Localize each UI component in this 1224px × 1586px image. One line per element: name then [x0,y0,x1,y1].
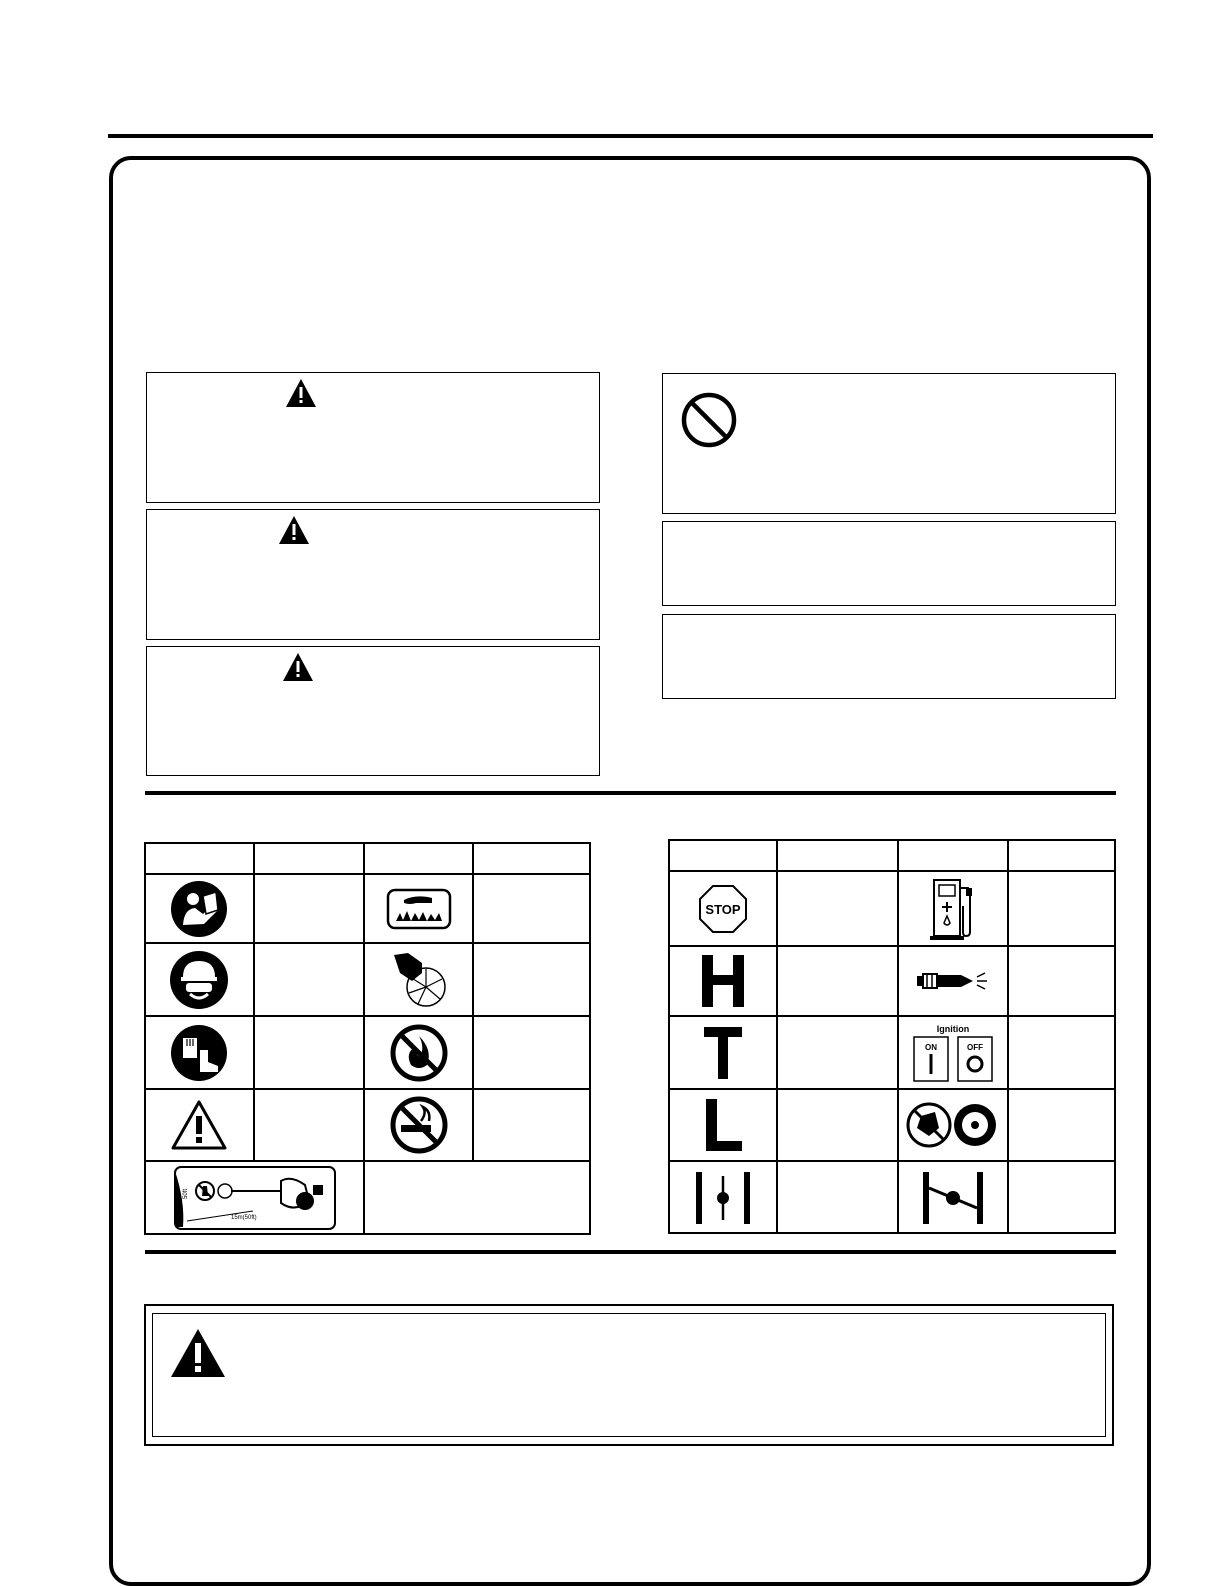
ignition-on-label: ON [924,1042,937,1052]
note-box-1 [662,521,1116,606]
prohibition-box [662,373,1116,514]
table-row [669,1016,1115,1089]
table-row [669,946,1115,1016]
choke-open-icon [688,1168,758,1226]
table-row [145,943,590,1016]
fuel-pump-icon [928,876,978,942]
choke-closed-icon [915,1168,991,1226]
table-row [669,1089,1115,1161]
table-row [145,1016,590,1089]
bottom-warning-box [144,1304,1114,1446]
ignition-label: Ignition [936,1023,970,1034]
table-row [145,1089,590,1161]
section-rule-2 [145,1250,1116,1254]
no-open-flame-icon [389,1023,449,1083]
blade-warning-icon [905,1100,1001,1150]
distance-label: 15m(50ft) [230,1214,257,1221]
symbol-table-left [144,842,591,1235]
stop-sign-icon [698,884,748,934]
symbol-table-right [668,839,1116,1234]
table-row [145,1161,590,1234]
letter-h-icon [698,953,748,1009]
stop-sign-label: STOP [705,901,741,917]
warning-box-3 [146,646,600,776]
warning-triangle-icon [278,515,310,545]
warning-triangle-icon [282,652,314,682]
warning-box-1 [146,372,600,503]
header-rule [108,134,1153,138]
table-row [669,1161,1115,1233]
warning-triangle-icon [170,1099,228,1151]
warning-box-2 [146,509,600,640]
no-smoking-icon [389,1095,449,1155]
bottom-warning-inner [152,1313,1106,1437]
hand-injury-fan-icon [388,949,450,1011]
bystander-distance-icon [173,1165,337,1231]
read-manual-icon [170,880,228,938]
primer-bulb-icon [915,967,991,995]
ignition-switch-icon [908,1022,998,1084]
table-row [669,871,1115,946]
table-row [145,874,590,943]
section-rule-1 [145,791,1116,795]
letter-t-icon [702,1025,744,1081]
note-box-2 [662,614,1116,699]
warning-triangle-icon [285,378,317,408]
hot-surface-icon [386,888,452,930]
distance-label-vertical: 50ft [182,1188,189,1199]
letter-l-icon [702,1097,744,1153]
prohibition-icon [680,391,738,449]
gloves-boots-icon [170,1024,228,1082]
warning-triangle-icon [169,1327,227,1379]
eye-ear-head-protection-icon [169,950,229,1010]
ignition-off-label: OFF [966,1042,983,1052]
